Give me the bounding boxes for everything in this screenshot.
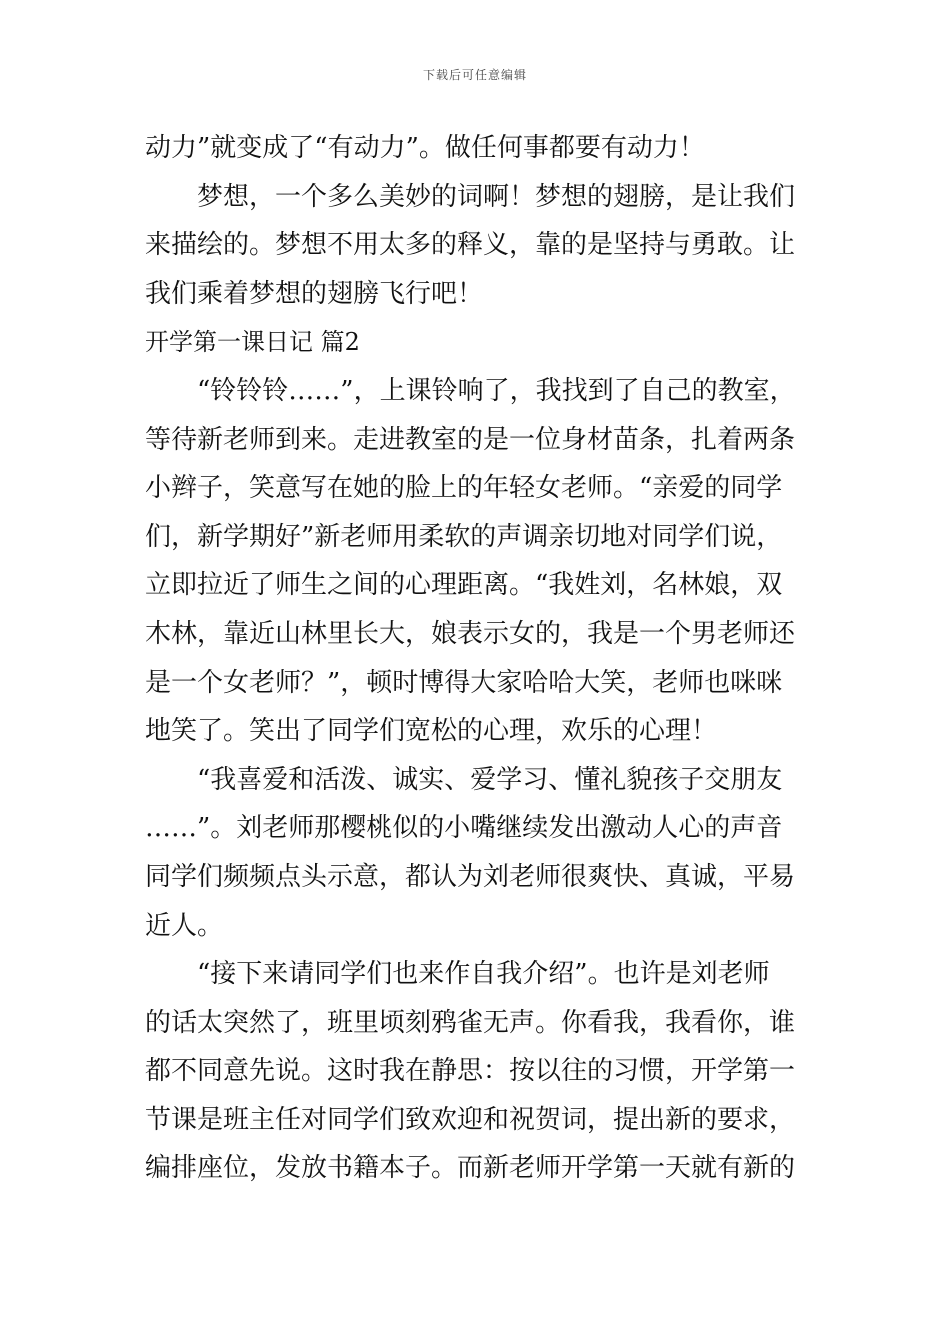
page-header: 下载后可任意编辑 xyxy=(422,68,527,82)
text-line: 等待新老师到来。走进教室的是一位身材苗条，扎着两条 xyxy=(145,424,796,455)
text-line: 来描绘的。梦想不用太多的释义，靠的是坚持与勇敢。让 xyxy=(145,230,796,261)
text-line: 的话太突然了，班里顷刻鸦雀无声。你看我，我看你，谁 xyxy=(145,1007,796,1038)
text-line: 我们乘着梦想的翅膀飞行吧！ xyxy=(145,278,484,309)
text-line: 立即拉近了师生之间的心理距离。“我姓刘，名林娘，双 xyxy=(145,570,783,601)
text-line: 地笑了。笑出了同学们宽松的心理，欢乐的心理！ xyxy=(145,716,718,747)
text-line: 动力”就变成了“有动力”。做任何事都要有动力！ xyxy=(145,133,705,163)
text-line: 同学们频频点头示意，都认为刘老师很爽快、真诚，平易 xyxy=(145,861,796,892)
text-line: “铃铃铃……”，上课铃响了，我找到了自己的教室， xyxy=(197,375,796,406)
text-line: 们，新学期好”新老师用柔软的声调亲切地对同学们说， xyxy=(145,521,783,552)
section-heading: 开学第一课日记 篇2 xyxy=(145,328,360,357)
text-line: “接下来请同学们也来作自我介绍”。也许是刘老师 xyxy=(197,959,770,990)
text-line: 节课是班主任对同学们致欢迎和祝贺词，提出新的要求， xyxy=(145,1104,796,1135)
text-line: ……”。刘老师那樱桃似的小嘴继续发出激动人心的声音 xyxy=(145,813,783,844)
text-line: 都不同意先说。这时我在静思：按以往的习惯，开学第一 xyxy=(145,1056,796,1087)
text-line: 小辫子，笑意写在她的脸上的年轻女老师。“亲爱的同学 xyxy=(145,473,783,504)
text-line: 梦想，一个多么美妙的词啊！梦想的翅膀，是让我们 xyxy=(197,181,796,212)
text-line: 编排座位，发放书籍本子。而新老师开学第一天就有新的 xyxy=(145,1153,796,1184)
text-line: 木林，靠近山林里长大，娘表示女的，我是一个男老师还 xyxy=(145,618,796,649)
text-line: 是一个女老师？”，顿时博得大家哈哈大笑，老师也咪咪 xyxy=(145,667,783,698)
text-line: 近人。 xyxy=(145,910,224,941)
document-body xyxy=(145,124,815,1193)
text-line: “我喜爱和活泼、诚实、爱学习、懂礼貌孩子交朋友 xyxy=(197,764,783,795)
